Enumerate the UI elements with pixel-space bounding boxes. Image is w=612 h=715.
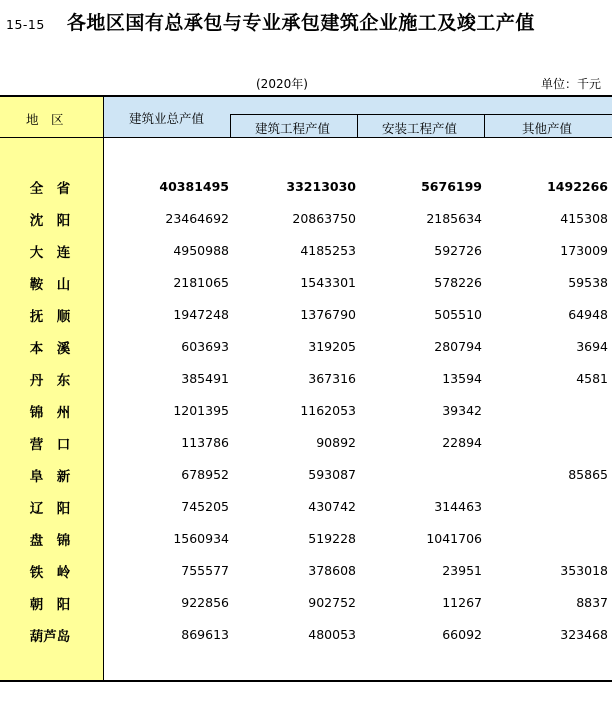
region-name: 盘 锦: [29, 533, 71, 549]
construction-value: 519228: [308, 531, 356, 546]
other-value: 173009: [560, 243, 608, 258]
region-name: 全 省: [29, 181, 71, 197]
total-value: 755577: [181, 563, 229, 578]
construction-value: 378608: [308, 563, 356, 578]
subheader-divider-1: [230, 114, 231, 138]
total-value: 922856: [181, 595, 229, 610]
header-other: 其他产值: [522, 121, 573, 136]
total-value: 678952: [181, 467, 229, 482]
construction-value: 430742: [308, 499, 356, 514]
table-row: [0, 523, 612, 555]
table-row: [0, 555, 612, 587]
region-name: 大 连: [29, 245, 71, 261]
construction-value: 1162053: [300, 403, 356, 418]
installation-value: 66092: [442, 627, 482, 642]
installation-value: 2185634: [426, 211, 482, 226]
other-value: 415308: [560, 211, 608, 226]
region-name: 营 口: [29, 437, 71, 453]
subheader-divider-3: [484, 114, 485, 138]
table-row: [0, 299, 612, 331]
table-row: [0, 267, 612, 299]
table-row-total: [0, 171, 612, 203]
construction-value: 1376790: [300, 307, 356, 322]
installation-value: 23951: [442, 563, 482, 578]
construction-value: 4185253: [300, 243, 356, 258]
table-row: [0, 203, 612, 235]
total-value: 23464692: [165, 211, 229, 226]
region-name: 辽 阳: [29, 501, 71, 517]
other-value: 59538: [568, 275, 608, 290]
installation-value: 1041706: [426, 531, 482, 546]
table-row: [0, 395, 612, 427]
other-value: 8837: [576, 595, 608, 610]
other-value: 323468: [560, 627, 608, 642]
total-value: 869613: [181, 627, 229, 642]
other-value: 3694: [576, 339, 608, 354]
other-value: 4581: [576, 371, 608, 386]
construction-value: 1543301: [300, 275, 356, 290]
region-name: 朝 阳: [29, 597, 71, 613]
total-value: 1560934: [173, 531, 229, 546]
construction-value: 319205: [308, 339, 356, 354]
region-name: 本 溪: [29, 341, 71, 357]
construction-value: 593087: [308, 467, 356, 482]
region-name: 抚 顺: [29, 309, 71, 325]
header-total: 建筑业总产值: [129, 111, 205, 126]
table-row: [0, 427, 612, 459]
installation-value: 5676199: [421, 179, 482, 194]
installation-value: 578226: [434, 275, 482, 290]
table-row: [0, 459, 612, 491]
total-value: 603693: [181, 339, 229, 354]
subheader-divider-2: [357, 114, 358, 138]
region-name: 锦 州: [29, 405, 71, 421]
region-name: 鞍 山: [29, 277, 71, 293]
other-value: 85865: [568, 467, 608, 482]
region-name: 丹 东: [29, 373, 71, 389]
installation-value: 592726: [434, 243, 482, 258]
construction-value: 367316: [308, 371, 356, 386]
installation-value: 314463: [434, 499, 482, 514]
table-number: 15-15: [6, 17, 45, 32]
total-value: 1201395: [173, 403, 229, 418]
header-bottom-rule: [0, 137, 612, 138]
table-bottom-rule: [0, 680, 612, 682]
installation-value: 280794: [434, 339, 482, 354]
installation-value: 13594: [442, 371, 482, 386]
table-row: [0, 331, 612, 363]
other-value: 1492266: [547, 179, 608, 194]
table-row: [0, 491, 612, 523]
construction-value: 20863750: [292, 211, 356, 226]
year-note: (2020年): [256, 77, 308, 91]
table-row: [0, 235, 612, 267]
region-name: 铁 岭: [29, 565, 71, 581]
table-row: [0, 587, 612, 619]
table-title: 各地区国有总承包与专业承包建筑企业施工及竣工产值: [66, 12, 535, 34]
installation-value: 22894: [442, 435, 482, 450]
table-row: [0, 619, 612, 651]
total-value: 4950988: [173, 243, 229, 258]
construction-value: 902752: [308, 595, 356, 610]
header-installation: 安装工程产值: [382, 121, 458, 136]
subheader-rule: [230, 114, 612, 115]
region-name: 葫芦岛: [29, 629, 71, 645]
construction-value: 90892: [316, 435, 356, 450]
total-value: 40381495: [159, 179, 229, 194]
total-value: 2181065: [173, 275, 229, 290]
table-top-rule: [0, 95, 612, 97]
table-row: [0, 363, 612, 395]
total-value: 385491: [181, 371, 229, 386]
page-title: [6, 8, 535, 35]
construction-value: 480053: [308, 627, 356, 642]
header-construction: 建筑工程产值: [255, 121, 331, 136]
region-name: 阜 新: [29, 469, 71, 485]
total-value: 113786: [181, 435, 229, 450]
installation-value: 505510: [434, 307, 482, 322]
construction-value: 33213030: [286, 179, 356, 194]
other-value: 64948: [568, 307, 608, 322]
total-value: 745205: [181, 499, 229, 514]
unit-note: 单位：千元: [541, 77, 602, 91]
installation-value: 11267: [442, 595, 482, 610]
total-value: 1947248: [173, 307, 229, 322]
installation-value: 39342: [442, 403, 482, 418]
header-region: 地 区: [26, 112, 64, 127]
other-value: 353018: [560, 563, 608, 578]
region-name: 沈 阳: [29, 213, 71, 229]
